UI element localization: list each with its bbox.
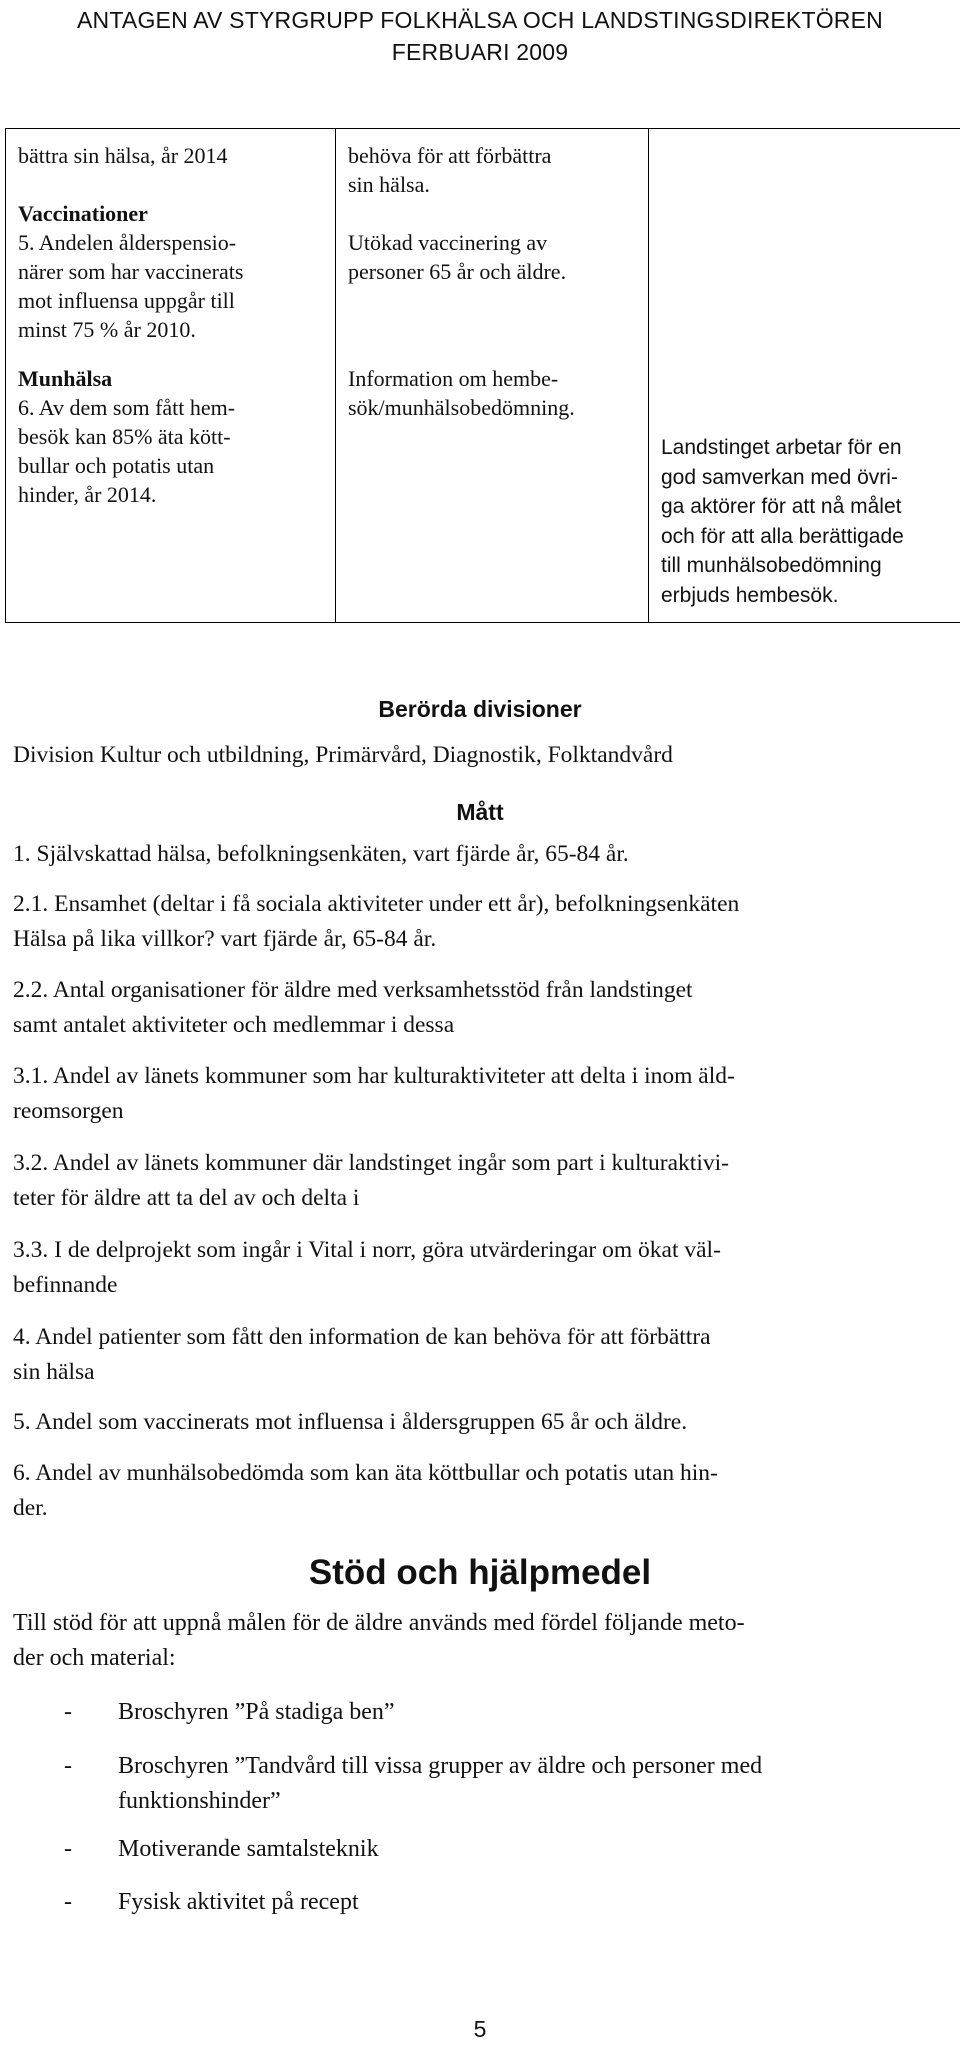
goals-column bbox=[6, 129, 336, 623]
vaccination-goal-line: närer som har vaccinerats bbox=[18, 259, 244, 284]
header-line-2: FERBUARI 2009 bbox=[391, 39, 569, 65]
list-item bbox=[118, 1695, 938, 1730]
action-line: sök/munhälsobedömning. bbox=[348, 395, 575, 420]
measure-item bbox=[13, 1146, 938, 1216]
page-number: 5 bbox=[473, 2016, 487, 2042]
bullet-dash: - bbox=[64, 1889, 72, 1915]
measure-line: 2.2. Antal organisationer för äldre med verksamhetsstöd från landstinget bbox=[13, 977, 693, 1003]
vaccination-goal-line: 5. Andelen ålderspensio- bbox=[18, 230, 237, 255]
support-heading: Stöd och hjälpmedel bbox=[308, 1553, 652, 1592]
action-line: behöva för att förbättra bbox=[348, 143, 552, 168]
support-intro-line: der och material: bbox=[13, 1645, 176, 1671]
header-line-1: ANTAGEN AV STYRGRUPP FOLKHÄLSA OCH LANDSTINGSDIREKTÖREN bbox=[77, 7, 883, 33]
measure-line: 3.3. I de delprojekt som ingår i Vital i norr, göra utvärderingar om ökat väl- bbox=[13, 1237, 721, 1263]
action-line: sin hälsa. bbox=[348, 172, 430, 197]
page-header bbox=[0, 0, 960, 68]
measure-line: befinnande bbox=[13, 1272, 118, 1298]
measure-item bbox=[13, 1456, 938, 1526]
goals-table bbox=[5, 128, 960, 623]
affected-divisions-text: Division Kultur och utbildning, Primärvård, Diagnostik, Folktandvård bbox=[13, 742, 673, 768]
action-line: personer 65 år och äldre. bbox=[348, 259, 567, 284]
responsibility-line: god samverkan med övri- bbox=[661, 465, 898, 489]
list-item-line: Motiverande samtalsteknik bbox=[118, 1836, 379, 1862]
measure-item bbox=[13, 837, 938, 872]
support-intro bbox=[13, 1606, 938, 1676]
measure-item bbox=[13, 1233, 938, 1303]
measure-line: 3.1. Andel av länets kommuner som har kulturaktiviteter att delta i inom äld- bbox=[13, 1063, 735, 1089]
oral-health-goal-line: bullar och potatis utan bbox=[18, 453, 215, 478]
vaccination-goal-line: minst 75 % år 2010. bbox=[18, 317, 196, 342]
list-item bbox=[118, 1749, 938, 1819]
bullet-dash: - bbox=[64, 1699, 72, 1725]
responsibility-line: ga aktörer för att nå målet bbox=[661, 495, 902, 518]
measure-line: 1. Självskattad hälsa, befolkningsenkäten, vart fjärde år, 65-84 år. bbox=[13, 841, 629, 867]
measure-line: reomsorgen bbox=[13, 1098, 124, 1124]
list-item-line: Fysisk aktivitet på recept bbox=[118, 1889, 359, 1915]
measure-item bbox=[13, 973, 938, 1043]
measure-line: 6. Andel av munhälsobedömda som kan äta köttbullar och potatis utan hin- bbox=[13, 1460, 718, 1486]
measure-item bbox=[13, 887, 938, 957]
measure-line: 2.1. Ensamhet (deltar i få sociala aktiviteter under ett år), befolkningsenkäten bbox=[13, 891, 740, 917]
responsibility-line: Landstinget arbetar för en bbox=[661, 436, 902, 459]
measure-line: 3.2. Andel av länets kommuner där landstinget ingår som part i kulturaktivi- bbox=[13, 1150, 729, 1176]
list-item bbox=[118, 1832, 938, 1867]
support-intro-line: Till stöd för att uppnå målen för de äldre används med fördel följande meto- bbox=[13, 1610, 745, 1636]
list-item bbox=[118, 1885, 938, 1920]
responsibility-line: till munhälsobedömning bbox=[661, 554, 882, 577]
responsibility-line: och för att alla berättigade bbox=[661, 524, 904, 548]
responsibility-line: erbjuds hembesök. bbox=[661, 583, 839, 607]
measure-item bbox=[13, 1405, 938, 1440]
actions-column bbox=[336, 129, 649, 623]
vaccination-goal-line: mot influensa uppgår till bbox=[18, 288, 235, 313]
measure-item bbox=[13, 1059, 938, 1129]
oral-health-goal-line: hinder, år 2014. bbox=[18, 482, 157, 507]
action-line: Information om hembe- bbox=[348, 366, 559, 391]
responsibility-column bbox=[649, 129, 960, 623]
oral-health-goal-line: 6. Av dem som fått hem- bbox=[18, 395, 236, 420]
affected-divisions-heading: Berörda divisioner bbox=[378, 696, 582, 722]
measure-line: sin hälsa bbox=[13, 1359, 95, 1385]
measure-line: der. bbox=[13, 1495, 48, 1521]
list-item-line: Broschyren ”På stadiga ben” bbox=[118, 1699, 395, 1725]
measures-heading: Mått bbox=[456, 799, 504, 825]
measure-item bbox=[13, 1320, 938, 1390]
measure-line: 4. Andel patienter som fått den information de kan behöva för att förbättra bbox=[13, 1324, 711, 1350]
bullet-dash: - bbox=[64, 1753, 72, 1779]
list-item-line: Broschyren ”Tandvård till vissa grupper av äldre och personer med bbox=[118, 1753, 763, 1779]
measure-line: Hälsa på lika villkor? vart fjärde år, 65-84 år. bbox=[13, 926, 437, 952]
oral-health-goal-line: besök kan 85% äta kött- bbox=[18, 424, 231, 449]
measure-line: teter för äldre att ta del av och delta i bbox=[13, 1185, 360, 1211]
table-row bbox=[6, 129, 960, 623]
list-item-line: funktionshinder” bbox=[118, 1788, 281, 1814]
vaccination-heading: Vaccinationer bbox=[18, 201, 148, 226]
action-line: Utökad vaccinering av bbox=[348, 230, 548, 255]
goal-text: bättra sin hälsa, år 2014 bbox=[18, 143, 228, 168]
oral-health-heading: Munhälsa bbox=[18, 366, 113, 391]
measure-line: samt antalet aktiviteter och medlemmar i dessa bbox=[13, 1012, 455, 1038]
bullet-dash: - bbox=[64, 1836, 72, 1862]
measure-line: 5. Andel som vaccinerats mot influensa i åldersgruppen 65 år och äldre. bbox=[13, 1409, 688, 1435]
